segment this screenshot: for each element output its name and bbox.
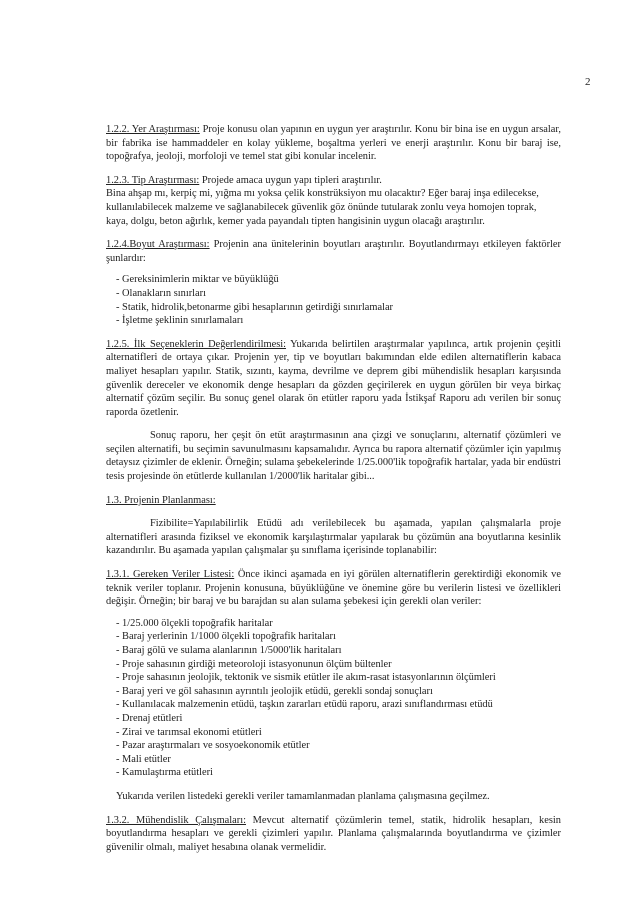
list-item: - Kullanılacak malzemenin etüdü, taşkın zararları etüdü raporu, arazi sınıflandırması etüdü xyxy=(116,699,493,711)
section-gereken-veriler xyxy=(106,568,561,609)
boyut-factors-list xyxy=(106,273,561,327)
list-item: - Baraj yeri ve göl sahasının ayrıntılı jeolojik etüdü, gerekli sondaj sonuçları xyxy=(116,685,433,697)
list-item: - Mali etütler xyxy=(116,753,171,765)
list-item: - Drenaj etütleri xyxy=(116,712,183,724)
section-heading: 1.2.5. İlk Seçeneklerin Değerlendirilmesi: xyxy=(106,338,287,350)
section-text: Projenin ana ünitelerinin boyutları araştırılır. Boyutlandırmayı etkileyen faktörler şunlardır: xyxy=(106,239,561,264)
list-item: - İşletme şeklinin sınırlamaları xyxy=(116,315,244,327)
section-tip-arastirmasi xyxy=(106,174,561,228)
list-item: - 1/25.000 ölçekli topoğrafik haritalar xyxy=(116,617,273,629)
section-ilk-secenekler xyxy=(106,338,561,420)
section-heading: 1.3.2. Mühendislik Çalışmaları: xyxy=(106,814,247,826)
section-fizibilite: Fizibilite=Yapılabilirlik Etüdü adı verilebilecek bu aşamada, yapılan çalışmalarla proje alternatifleri arasında fiziksel ve ekonomik karşılaştırmalar yapılarak bu çözümün ana boyutlarına kesinlik kazandırılır. Bu aşamada yapılan çalışmalar şu sınıflama içerisinde toplanabilir: xyxy=(106,518,561,557)
section-yer-arastirmasi xyxy=(106,123,561,164)
section-heading: 1.2.4.Boyut Araştırması: xyxy=(106,239,210,251)
section-text: Mevcut alternatif çözümlerin temel, statik, hidrolik hesapları, kesin boyutlandırma hesapları ve gerekli çizimleri yapılır. Planlama çalışmalarında boyutlandırma ve çizimler güvenilir olmalı, maliyet hesabına olanak vermelidir. xyxy=(106,814,561,853)
section-heading: 1.3.1. Gereken Veriler Listesi: xyxy=(106,569,235,581)
section-text: Önce ikinci aşamada en iyi görülen alternatiflerin gerektirdiği ekonomik ve teknik veriler toplanır. Projenin konusuna, büyüklüğüne ve önemine göre bu verilerin listesi ve özellikleri değişir. Örneğin; bir baraj ve bu barajdan su alan sulama şebekesi için gerekli olan veriler: xyxy=(106,569,561,608)
list-item: - Baraj gölü ve sulama alanlarının 1/5000'lik haritaları xyxy=(116,645,342,656)
section-sonuc-raporu: Sonuç raporu, her çeşit ön etüt araştırmasının ana çizgi ve sonuçlarını, alternatif çözümleri ve seçilen alternatifi, bu seçimin savunulmasını kapsamalıdır. Ayrıca bu rapora alternatif çözümler için yapılmış detaysız çizimler de eklenir. Örneğin; sulama şebekelerinde 1/25.000'lik topoğrafik hartalar, yada bir endüstri tesis projesinde ön etütlerde kullanılan 1/2000'lik haritalar gibi... xyxy=(106,430,561,483)
list-item: - Olanakların sınırları xyxy=(116,287,207,299)
list-item: - Proje sahasının girdiği meteoroloji istasyonunun ölçüm bültenler xyxy=(116,658,392,670)
section-muhendislik-calismalari xyxy=(106,814,561,855)
section-heading: 1.2.2. Yer Araştırması: xyxy=(106,124,200,135)
veriler-closing: Yukarıda verilen listedeki gerekli veriler tamamlanmadan planlama çalışmasına geçilmez. xyxy=(116,790,490,802)
list-item: - Pazar araştırmaları ve sosyoekonomik etütler xyxy=(116,740,310,752)
section-text: Yukarıda belirtilen araştırmalar yapılınca, artık projenin çeşitli alternatifleri de ortaya çıkar. Projenin yer, tip ve boyutları bakımından elde edilen alternatiflerin kabaca maliyet hesapları yapılır. Statik, sızıntı, kayma, devrilme ve deprem gibi mühendislik hesapları karşısında güvenlik dereceler ve ekonomik denge hesapları da gözden geçirilerek en uygun görülen bir veya birkaç alternatif çözüm seçilir. Bu sonuç genel olarak ön etütler raporu yada İstikşaf Raporu adı verilen bir sonuç raporda özetlenir. xyxy=(106,338,561,418)
section-heading: 1.2.3. Tip Araştırması: xyxy=(106,174,200,186)
list-item: - Zirai ve tarımsal ekonomi etütleri xyxy=(116,726,262,738)
section-intro xyxy=(106,174,561,188)
page-number: 2 xyxy=(585,76,591,88)
list-item: - Baraj yerlerinin 1/1000 ölçekli topoğrafik haritaları xyxy=(116,631,336,643)
section-body: Bina ahşap mı, kerpiç mi, yığma mı yoksa çelik konstrüksiyon mu olacaktır? Eğer baraj inşa edilecekse, kullanılabilecek malzeme ve sağlanabilecek güvenlik göz önünde tutularak zonlu veya homojen toprak, kaya, dolgu, beton ağırlık, kemer yada payandalı tipten hangisinin uygun olacağı araştırılır. xyxy=(106,188,539,227)
list-item: - Gereksinimlerin miktar ve büyüklüğü xyxy=(116,274,279,286)
section-boyut-arastirmasi xyxy=(106,238,561,265)
list-item: - Proje sahasının jeolojik, tektonik ve sismik etütler ile akım-rasat istasyonlarının ölçümleri xyxy=(116,672,496,684)
veriler-list xyxy=(106,617,561,780)
section-text: Projede amaca uygun yapı tipleri araştırılır. xyxy=(199,174,382,186)
section-text: Proje konusu olan yapının en uygun yer araştırılır. Konu bir bina ise en uygun arsalar, bir fabrika ise hammaddeler en kolay yükleme, boşaltma yerleri ve enerji araştırılır. Konu bir baraj ise, topoğrafya, jeoloji, morfoloji ve temel stat gibi konular incelenir. xyxy=(106,124,561,163)
section-heading: 1.3. Projenin Planlanması: xyxy=(106,494,216,506)
list-item: - Statik, hidrolik,betonarme gibi hesaplarının getirdiği sınırlamalar xyxy=(116,301,394,313)
section-projenin-planlanmasi-heading xyxy=(106,494,561,508)
page-content xyxy=(106,123,561,854)
list-item: - Kamulaştırma etütleri xyxy=(116,767,213,779)
